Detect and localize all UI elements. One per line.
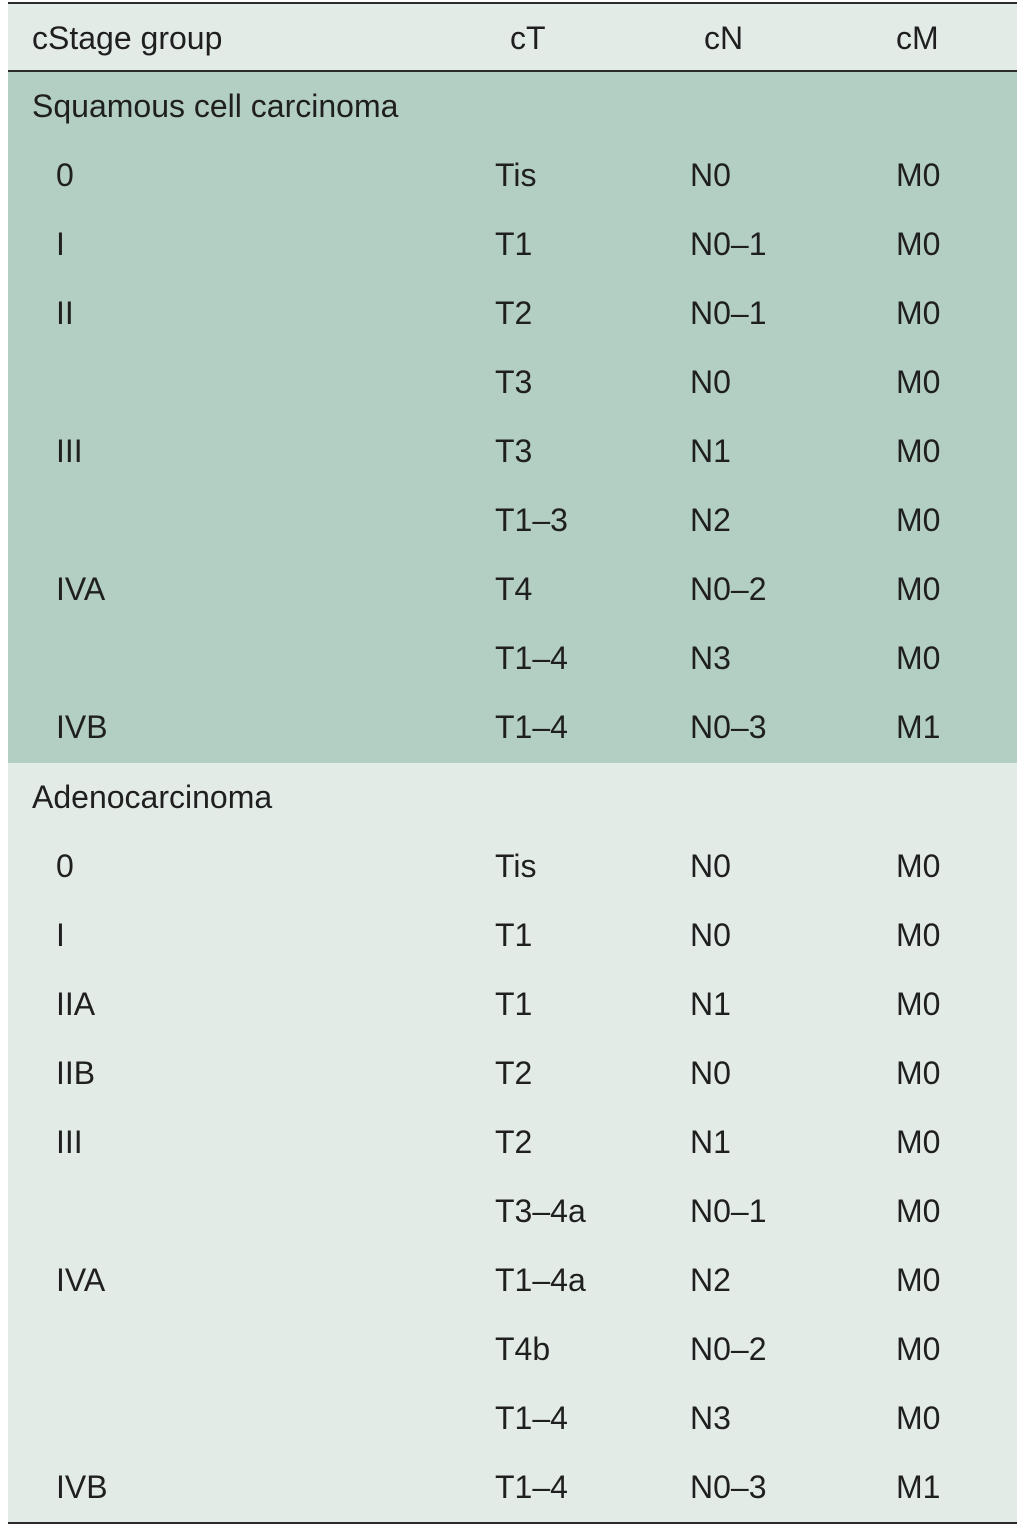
cn-cell: N1 xyxy=(690,433,731,469)
ct-cell: T4 xyxy=(495,571,533,607)
adenocarcinoma-section xyxy=(8,763,1017,1522)
cm-cell: M0 xyxy=(896,1400,941,1436)
ct-cell: T1 xyxy=(495,917,533,953)
cn-cell: N0–2 xyxy=(690,571,767,607)
cn-cell: N0–3 xyxy=(690,709,767,745)
table-row xyxy=(8,417,1017,486)
squamous-section xyxy=(8,72,1017,763)
table-row xyxy=(8,832,1017,901)
ct-cell: T1–4 xyxy=(495,640,568,676)
cm-cell: M0 xyxy=(896,433,941,469)
table-row xyxy=(8,693,1017,762)
cm-cell: M0 xyxy=(896,1055,941,1091)
table-row xyxy=(8,1384,1017,1453)
bottom-rule xyxy=(8,1522,1017,1524)
cn-cell: N0–3 xyxy=(690,1469,767,1505)
cm-cell: M0 xyxy=(896,640,941,676)
section-title: Adenocarcinoma xyxy=(32,779,273,815)
cn-cell: N2 xyxy=(690,502,731,538)
ct-cell: T1 xyxy=(495,226,533,262)
table-row xyxy=(8,901,1017,970)
stage-cell: IIB xyxy=(56,1055,96,1091)
header-cn: cN xyxy=(704,20,744,56)
stage-cell: II xyxy=(56,295,74,331)
table-row xyxy=(8,624,1017,693)
header-stage-group: cStage group xyxy=(32,20,223,56)
ct-cell: T1–4 xyxy=(495,1400,568,1436)
cn-cell: N0 xyxy=(690,157,731,193)
ct-cell: T1–3 xyxy=(495,502,568,538)
cm-cell: M0 xyxy=(896,1124,941,1160)
table-row xyxy=(8,1108,1017,1177)
ct-cell: T3–4a xyxy=(495,1193,586,1229)
section-title-row xyxy=(8,763,1017,832)
table-row xyxy=(8,141,1017,210)
section-title: Squamous cell carcinoma xyxy=(32,88,399,124)
cm-cell: M0 xyxy=(896,1262,941,1298)
stage-cell: IVB xyxy=(56,709,108,745)
cn-cell: N0 xyxy=(690,917,731,953)
ct-cell: T2 xyxy=(495,295,533,331)
cn-cell: N1 xyxy=(690,986,731,1022)
cn-cell: N0–2 xyxy=(690,1331,767,1367)
ct-cell: Tis xyxy=(495,848,537,884)
table-row xyxy=(8,1453,1017,1522)
stage-cell: IVA xyxy=(56,1262,106,1298)
header-ct: cT xyxy=(510,20,546,56)
cm-cell: M0 xyxy=(896,848,941,884)
ct-cell: T2 xyxy=(495,1124,533,1160)
table-row xyxy=(8,486,1017,555)
cm-cell: M1 xyxy=(896,709,941,745)
ct-cell: T1–4 xyxy=(495,709,568,745)
table-row xyxy=(8,279,1017,348)
stage-cell: III xyxy=(56,433,83,469)
stage-cell: IVB xyxy=(56,1469,108,1505)
table-row xyxy=(8,1177,1017,1246)
cm-cell: M0 xyxy=(896,157,941,193)
cm-cell: M0 xyxy=(896,986,941,1022)
ct-cell: T1–4 xyxy=(495,1469,568,1505)
cm-cell: M0 xyxy=(896,295,941,331)
ct-cell: T1 xyxy=(495,986,533,1022)
cm-cell: M0 xyxy=(896,917,941,953)
cm-cell: M0 xyxy=(896,1193,941,1229)
cn-cell: N0 xyxy=(690,364,731,400)
stage-cell: 0 xyxy=(56,157,74,193)
cm-cell: M1 xyxy=(896,1469,941,1505)
table-row xyxy=(8,1246,1017,1315)
stage-cell: I xyxy=(56,917,65,953)
table-row xyxy=(8,210,1017,279)
stage-cell: I xyxy=(56,226,65,262)
cn-cell: N0–1 xyxy=(690,295,767,331)
table-row xyxy=(8,970,1017,1039)
stage-cell: IVA xyxy=(56,571,106,607)
stage-cell: III xyxy=(56,1124,83,1160)
table-row xyxy=(8,348,1017,417)
cn-cell: N0–1 xyxy=(690,1193,767,1229)
cm-cell: M0 xyxy=(896,502,941,538)
section-title-row xyxy=(8,72,1017,141)
cm-cell: M0 xyxy=(896,571,941,607)
cn-cell: N3 xyxy=(690,640,731,676)
ct-cell: T2 xyxy=(495,1055,533,1091)
cn-cell: N2 xyxy=(690,1262,731,1298)
cn-cell: N0 xyxy=(690,848,731,884)
ct-cell: T3 xyxy=(495,364,533,400)
cn-cell: N0 xyxy=(690,1055,731,1091)
stage-cell: 0 xyxy=(56,848,74,884)
ct-cell: T3 xyxy=(495,433,533,469)
cm-cell: M0 xyxy=(896,364,941,400)
cn-cell: N3 xyxy=(690,1400,731,1436)
cn-cell: N1 xyxy=(690,1124,731,1160)
table-row xyxy=(8,555,1017,624)
cm-cell: M0 xyxy=(896,226,941,262)
header-cm: cM xyxy=(896,20,939,56)
ct-cell: T4b xyxy=(495,1331,551,1367)
table-row xyxy=(8,1315,1017,1384)
staging-table xyxy=(8,0,1017,1529)
ct-cell: T1–4a xyxy=(495,1262,586,1298)
cn-cell: N0–1 xyxy=(690,226,767,262)
ct-cell: Tis xyxy=(495,157,537,193)
table-row xyxy=(8,1039,1017,1108)
table-header xyxy=(8,4,1017,70)
cm-cell: M0 xyxy=(896,1331,941,1367)
stage-cell: IIA xyxy=(56,986,96,1022)
